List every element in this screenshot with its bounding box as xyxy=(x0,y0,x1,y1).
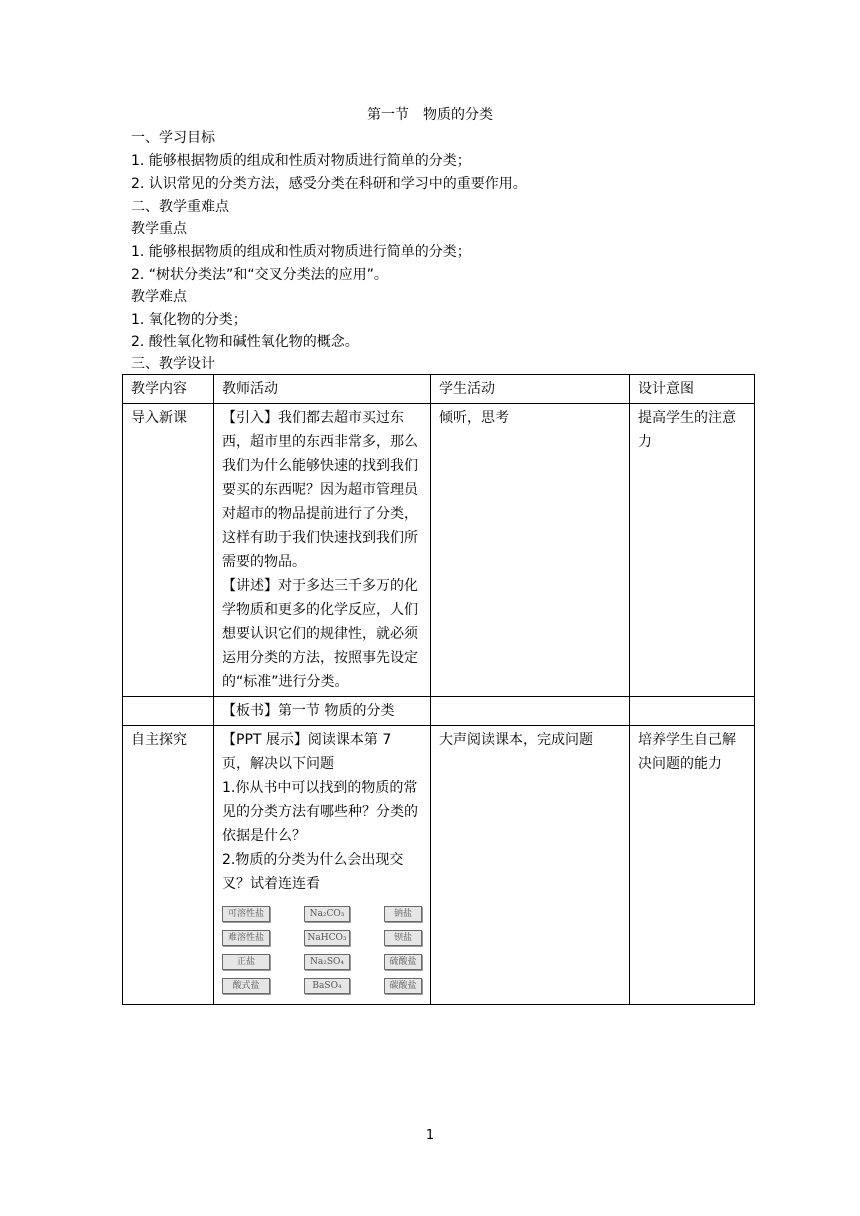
compound-box: NaHCO₃ xyxy=(304,930,350,946)
difficulty-heading: 教学难点 xyxy=(131,289,187,305)
compound-box: Na₂SO₄ xyxy=(304,954,350,970)
header-cell: 学生活动 xyxy=(431,375,630,404)
design-intent-cell: 培养学生自己解决问题的能力 xyxy=(630,726,755,1005)
student-activity-cell: 大声阅读课本，完成问题 xyxy=(431,726,630,1005)
content-cell: 导入新课 xyxy=(123,404,214,697)
salt-category-box: 正盐 xyxy=(222,954,270,970)
table-row xyxy=(123,404,755,697)
salt-type-box: 碳酸盐 xyxy=(384,978,422,994)
key-item: 2. “树状分类法”和“交叉分类法的应用”。 xyxy=(131,267,388,283)
salt-category-box: 可溶性盐 xyxy=(222,906,270,922)
table-header-row xyxy=(123,375,755,404)
content-cell: 自主探究 xyxy=(123,726,214,1005)
key-heading: 教学重点 xyxy=(131,221,187,237)
matching-row xyxy=(222,906,422,922)
salt-category-box: 酸式盐 xyxy=(222,978,270,994)
teacher-intro-text: 【引入】我们都去超市买过东西，超市里的东西非常多，那么我们为什么能够快速的找到我们要买的东西呢？因为超市管理员对超市的物品提前进行了分类，这样有助于我们快速找到我们所需要的物品。 xyxy=(222,410,418,570)
teacher-ppt-text: 【PPT 展示】阅读课本第 7 页，解决以下问题 xyxy=(222,732,392,772)
objective-item: 1. 能够根据物质的组成和性质对物质进行简单的分类； xyxy=(131,153,471,169)
table-row xyxy=(123,697,755,726)
header-cell: 教师活动 xyxy=(214,375,431,404)
teacher-question-1: 1.你从书中可以找到的物质的常见的分类方法有哪些种？分类的依据是什么？ xyxy=(222,780,418,844)
salt-category-box: 难溶性盐 xyxy=(222,930,270,946)
teacher-activity-cell: 【板书】第一节 物质的分类 xyxy=(214,697,431,726)
salt-type-box: 钠盐 xyxy=(384,906,422,922)
teacher-activity-cell xyxy=(214,726,431,1005)
teacher-lecture-text: 【讲述】对于多达三千多万的化学物质和更多的化学反应，人们想要认识它们的规律性，就必须运用分类的方法，按照事先设定的“标准”进行分类。 xyxy=(222,578,418,690)
content-cell xyxy=(123,697,214,726)
header-cell: 教学内容 xyxy=(123,375,214,404)
compound-box: BaSO₄ xyxy=(304,978,350,994)
matching-exercise-image xyxy=(222,906,422,994)
design-intent-cell xyxy=(630,697,755,726)
difficulty-item: 2. 酸性氧化物和碱性氧化物的概念。 xyxy=(131,334,359,350)
difficulty-item: 1. 氧化物的分类； xyxy=(131,312,247,328)
student-activity-cell xyxy=(431,697,630,726)
matching-row xyxy=(222,930,422,946)
page-number: 1 xyxy=(425,1128,435,1143)
key-item: 1. 能够根据物质的组成和性质对物质进行简单的分类； xyxy=(131,244,471,260)
section-heading-key-points: 二、教学重难点 xyxy=(131,199,229,215)
matching-row xyxy=(222,978,422,994)
matching-row xyxy=(222,954,422,970)
page-title: 第一节 物质的分类 xyxy=(367,107,493,123)
teacher-activity-cell xyxy=(214,404,431,697)
salt-type-box: 钡盐 xyxy=(384,930,422,946)
student-activity-cell: 倾听，思考 xyxy=(431,404,630,697)
section-heading-objectives: 一、学习目标 xyxy=(131,130,215,146)
teaching-design-table xyxy=(122,374,755,1005)
compound-box: Na₂CO₃ xyxy=(304,906,350,922)
salt-type-box: 硫酸盐 xyxy=(384,954,422,970)
header-cell: 设计意图 xyxy=(630,375,755,404)
objective-item: 2. 认识常见的分类方法，感受分类在科研和学习中的重要作用。 xyxy=(131,176,527,192)
section-heading-design: 三、教学设计 xyxy=(131,356,215,372)
teacher-question-2: 2.物质的分类为什么会出现交叉？试着连连看 xyxy=(222,852,404,892)
design-intent-cell: 提高学生的注意力 xyxy=(630,404,755,697)
table-row xyxy=(123,726,755,1005)
